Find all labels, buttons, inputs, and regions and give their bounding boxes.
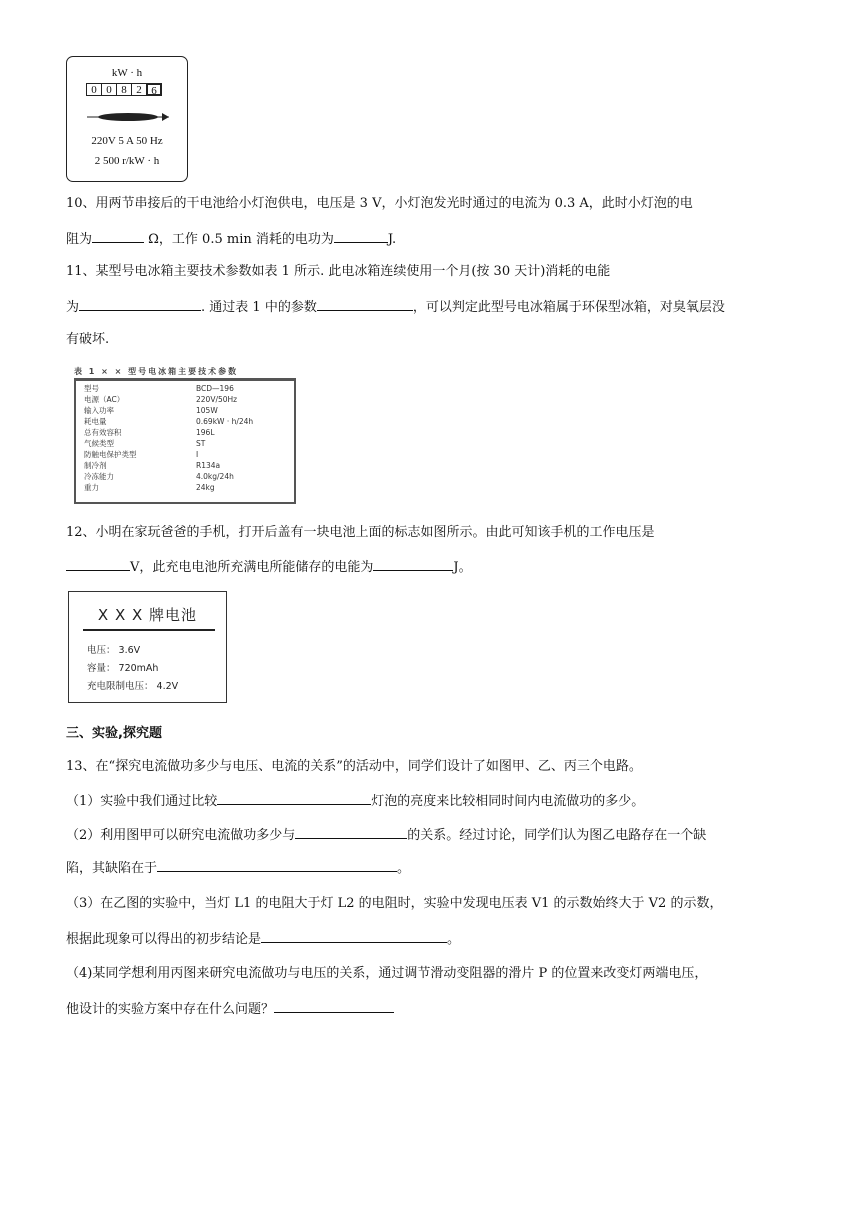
q13-answer-blank-3[interactable]: [157, 858, 397, 872]
q13-answer-blank-4[interactable]: [261, 929, 447, 943]
fridge-table-row: [84, 384, 234, 393]
meter-spec-1: 220V 5 A 50 Hz: [91, 135, 163, 147]
q13-p3-text-c: 。: [447, 932, 461, 947]
fridge-row-value: 4.0kg/24h: [196, 472, 234, 481]
q11-answer-blank-2[interactable]: [317, 297, 413, 311]
fridge-row-key: 总有效容积: [84, 428, 122, 437]
fridge-row-value: R134a: [196, 461, 221, 470]
meter-digit: 8: [116, 83, 132, 96]
q11-text-a: 为: [66, 300, 80, 315]
meter-digit: 2: [131, 83, 147, 96]
fridge-row-key: 输入功率: [84, 406, 114, 415]
battery-label-figure: [68, 591, 227, 703]
fridge-row-value: 220V/50Hz: [196, 395, 238, 404]
meter-digit: 0: [101, 83, 117, 96]
meter-spec-2: 2 500 r/kW · h: [94, 155, 160, 167]
fridge-row-key: 制冷剂: [84, 461, 107, 470]
q13-p1-text-b: 灯泡的亮度来比较相同时间内电流做功的多少。: [371, 794, 645, 809]
q12-answer-blank-2[interactable]: [373, 557, 453, 571]
section-heading: 三、实验,探究题: [66, 726, 162, 741]
fridge-table-row: [84, 439, 205, 448]
q13-p2-text-c: 陷，其缺陷在于: [66, 861, 158, 876]
battery-capacity: 容量： 720mAh: [87, 663, 159, 674]
fridge-row-key: 耗电量: [84, 417, 107, 426]
q13-p2-text-b: 的关系。经过讨论，同学们认为图乙电路存在一个缺: [407, 828, 707, 843]
q13-answer-blank-5[interactable]: [274, 999, 394, 1013]
fridge-row-value: 24kg: [196, 483, 215, 492]
q13-part-2-line-1: [66, 825, 706, 845]
q13-part-1: [66, 791, 644, 811]
q10-line-2: [66, 229, 396, 249]
battery-voltage: 电压： 3.6V: [87, 645, 141, 656]
fridge-table-row: [84, 450, 198, 459]
q11-line-2: [66, 297, 725, 317]
q10-text-a: 阻为: [66, 232, 93, 247]
fridge-table-row: [84, 461, 220, 470]
fridge-row-key: 型号: [84, 384, 99, 393]
q11-text-c: ，可以判定此型号电冰箱属于环保型冰箱，对臭氧层没: [412, 300, 725, 315]
battery-charge-limit: 充电限制电压： 4.2V: [87, 681, 179, 692]
fridge-row-value: I: [196, 450, 199, 459]
battery-divider: [83, 629, 215, 631]
q13-part-3-line-1: （3）在乙图的实验中，当灯 L1 的电阻大于灯 L2 的电阻时，实验中发现电压表 V1 的示数始终大于 V2 的示数，: [66, 896, 723, 911]
fridge-table-row: [84, 472, 234, 481]
q12-text-b: J。: [453, 560, 472, 575]
fridge-row-key: 电源（AC）: [84, 395, 125, 404]
q13-part-4-line-1: （4)某同学想利用丙图来研究电流做功与电压的关系，通过调节滑动变阻器的滑片 P 的位置来改变灯两端电压，: [66, 966, 708, 981]
meter-digit: 0: [86, 83, 102, 96]
meter-digit: 6: [146, 83, 162, 96]
q13-p1-text-a: （1）实验中我们通过比较: [66, 794, 218, 809]
q13-part-3-line-2: [66, 929, 460, 949]
fridge-row-key: 冷冻能力: [84, 472, 114, 481]
q13-answer-blank-1[interactable]: [217, 791, 371, 805]
q11-line-3: 有破坏.: [66, 332, 110, 347]
fridge-table-row: [84, 428, 215, 437]
q11-answer-blank-1[interactable]: [79, 297, 201, 311]
q13-answer-blank-2[interactable]: [295, 825, 407, 839]
electric-meter-figure: [66, 56, 188, 182]
fridge-row-value: ST: [196, 439, 206, 448]
q12-answer-blank-1[interactable]: [66, 557, 130, 571]
q10-answer-blank-1[interactable]: [92, 229, 144, 243]
battery-title: X X X 牌电池: [97, 606, 198, 624]
fridge-spec-table-figure: [70, 364, 312, 506]
meter-disc-icon: [85, 109, 171, 125]
q11-text-b: . 通过表 1 中的参数: [201, 300, 317, 315]
fridge-row-value: 0.69kW · h/24h: [196, 417, 254, 426]
q13-p2-text-a: （2）利用图甲可以研究电流做功多少与: [66, 828, 296, 843]
q13-p2-text-d: 。: [397, 861, 411, 876]
fridge-row-value: BCD—196: [196, 384, 234, 393]
q12-text-a: V，此充电电池所充满电所能储存的电能为: [130, 560, 374, 575]
q13-part-4-line-2: [66, 999, 394, 1019]
fridge-table-row: [84, 395, 237, 404]
fridge-table-row: [84, 483, 215, 492]
fridge-row-value: 105W: [196, 406, 218, 415]
fridge-table-row: [84, 406, 218, 415]
q13-intro: 13、在“探究电流做功多少与电压、电流的关系”的活动中，同学们设计了如图甲、乙、丙三个电路。: [66, 759, 642, 774]
q13-p4-text-b: 他设计的实验方案中存在什么问题？: [66, 1002, 275, 1017]
fridge-table-caption: 表 1 × × 型号电冰箱主要技术参数: [74, 367, 239, 376]
fridge-row-key: 防触电保护类型: [84, 450, 137, 459]
q13-part-2-line-2: [66, 858, 410, 878]
q10-text-c: J.: [387, 232, 397, 247]
q10-line-1: 10、用两节串接后的干电池给小灯泡供电，电压是 3 V，小灯泡发光时通过的电流为 0.3 A，此时小灯泡的电: [66, 196, 693, 211]
fridge-row-key: 气候类型: [84, 439, 114, 448]
meter-unit: kW · h: [111, 67, 143, 79]
q10-text-b: Ω，工作 0.5 min 消耗的电功为: [144, 232, 334, 247]
q13-p3-text-b: 根据此现象可以得出的初步结论是: [66, 932, 262, 947]
meter-digits: [86, 83, 161, 96]
fridge-row-value: 196L: [196, 428, 215, 437]
q11-line-1: 11、某型号电冰箱主要技术参数如表 1 所示. 此电冰箱连续使用一个月(按 30 天计)消耗的电能: [66, 264, 611, 279]
q12-line-1: 12、小明在家玩爸爸的手机，打开后盖有一块电池上面的标志如图所示。由此可知该手机的工作电压是: [66, 525, 655, 540]
q12-line-2: [66, 557, 472, 577]
fridge-row-key: 重力: [84, 483, 99, 492]
fridge-table-row: [84, 417, 253, 426]
q10-answer-blank-2[interactable]: [334, 229, 388, 243]
